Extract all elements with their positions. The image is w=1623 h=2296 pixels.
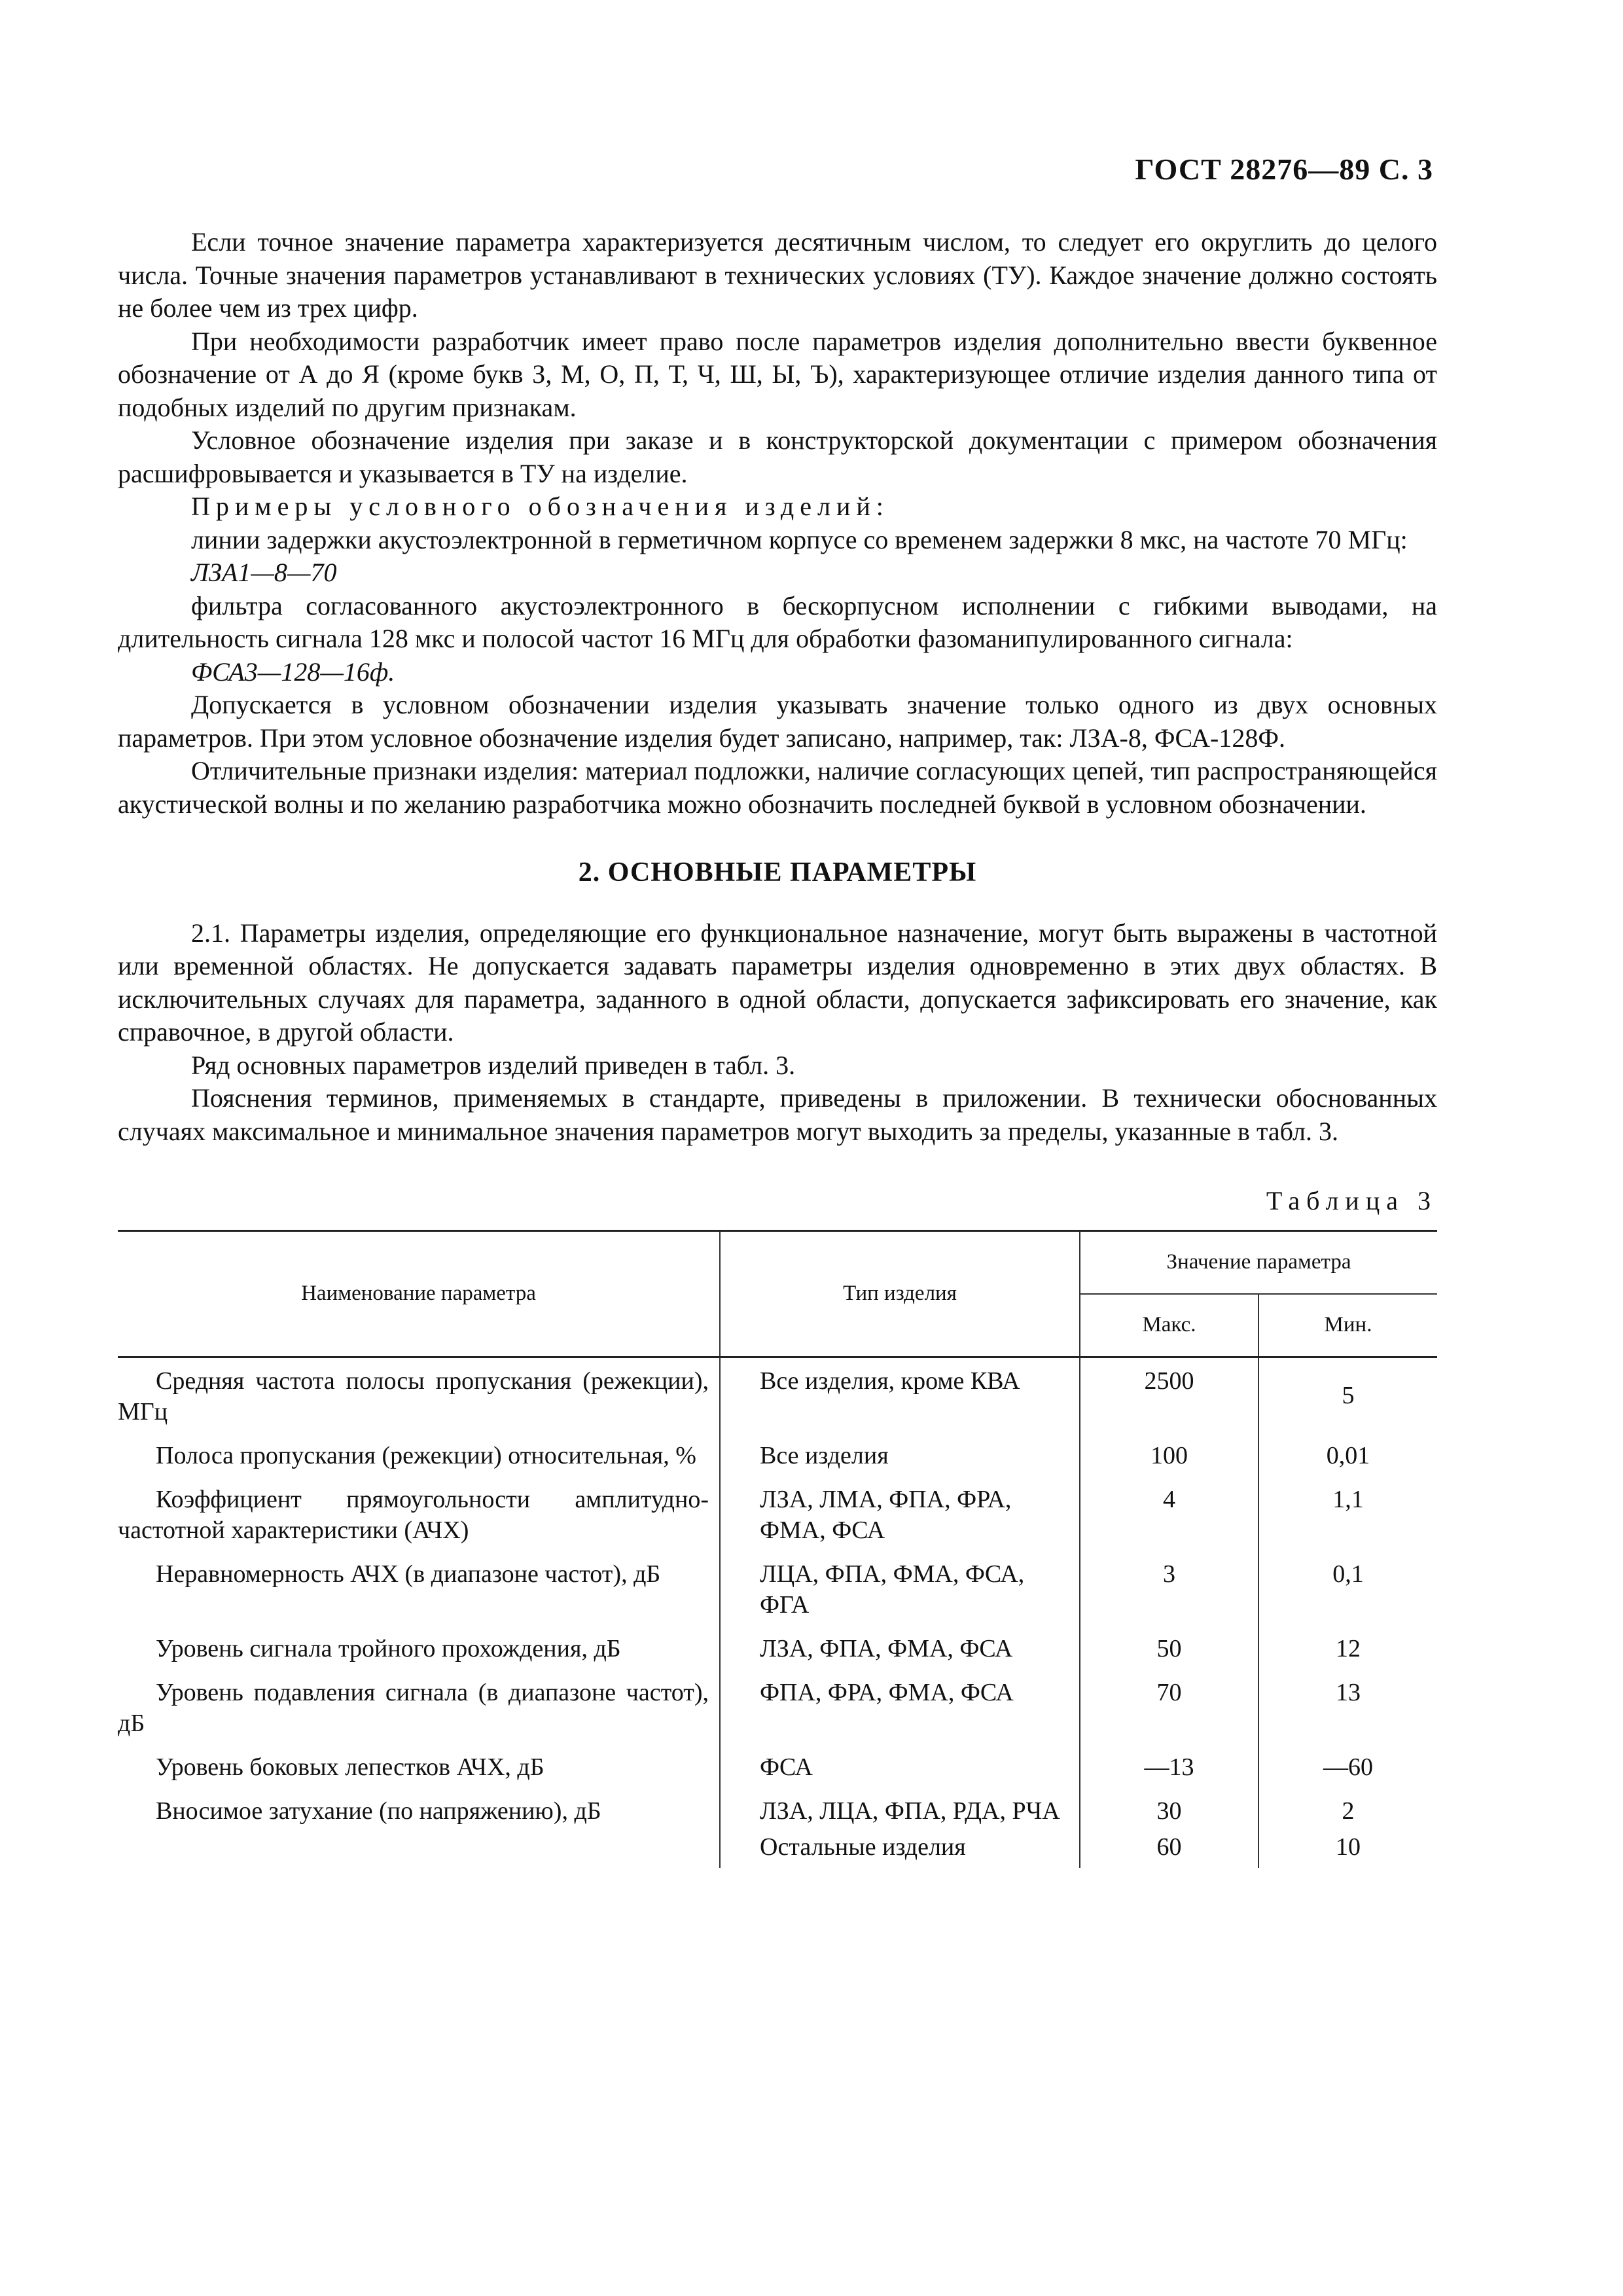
header-product-type: Тип изделия [720, 1230, 1080, 1357]
row-min: 13 [1336, 1678, 1361, 1706]
table-row [118, 1477, 1437, 1551]
designation-example-2: ФСА3—128—16ф. [191, 656, 395, 687]
paragraph: Ряд основных параметров изделий приведен в табл. 3. [191, 1050, 796, 1080]
row-min: 2 [1342, 1797, 1355, 1825]
row-max: 3 [1080, 1551, 1258, 1626]
row-product-type: ФПА, ФРА, ФМА, ФСА [720, 1670, 1080, 1744]
paragraph: Пояснения терминов, применяемых в стандарте, приведены в приложении. В технически обоснованных случаях максимальное и минимальное значения параметров могут выходить за пределы, указанные в табл. 3. [118, 1083, 1437, 1146]
row-max: —13 [1080, 1744, 1258, 1788]
row-product-type: ЛЦА, ФПА, ФМА, ФСА, ФГА [720, 1551, 1080, 1626]
parameters-table [118, 1230, 1437, 1868]
page-header: ГОСТ 28276—89 С. 3 [1135, 152, 1433, 186]
row-product-type: ФСА [720, 1744, 1080, 1788]
header-parameter-value: Значение параметра [1080, 1230, 1437, 1294]
row-min: 12 [1336, 1634, 1361, 1662]
table-row [118, 1433, 1437, 1477]
row-product-type: ЛЗА, ФПА, ФМА, ФСА [720, 1626, 1080, 1670]
table-row [118, 1357, 1437, 1433]
row-parameter-name: Вносимое затухание (по напряжению), дБ [156, 1797, 601, 1825]
table-row [118, 1788, 1437, 1832]
table-row [118, 1832, 1437, 1868]
row-parameter-name: Неравномерность АЧХ (в диапазоне частот), дБ [156, 1560, 661, 1588]
row-product-type: Все изделия, кроме КВА [720, 1357, 1080, 1433]
row-max: 70 [1080, 1670, 1258, 1744]
header-max: Макс. [1080, 1294, 1258, 1357]
row-product-type: ЛЗА, ЛЦА, ФПА, РДА, РЧА [720, 1788, 1080, 1832]
paragraph: Отличительные признаки изделия: материал подложки, наличие согласующих цепей, тип распространяющейся акустической волны и по желанию разработчика можно обозначить последней буквой в условном обозначении. [118, 756, 1437, 819]
row-parameter-name: Полоса пропускания (режекции) относительная, % [156, 1441, 696, 1469]
examples-heading: Примеры условного обозначения изделий: [191, 492, 889, 521]
header-min: Мин. [1324, 1313, 1372, 1337]
paragraph: Если точное значение параметра характеризуется десятичным числом, то следует его округлить до целого числа. Точные значения параметров устанавливают в технических условиях (ТУ). Каждое значение должно состоять не более чем из трех цифр. [118, 227, 1437, 323]
paragraph: 2.1. Параметры изделия, определяющие его функциональное назначение, могут быть выражены в частотной или временной областях. Не допускается задавать параметры изделия одновременно в этих двух областях. В исключительных случаях для параметра, заданного в одной области, допускается зафиксировать его значение, как справочное, в другой области. [118, 918, 1437, 1047]
row-parameter-name: Коэффициент прямоугольности амплитудно-частотной характеристики (АЧХ) [118, 1485, 709, 1544]
row-max: 4 [1080, 1477, 1258, 1551]
row-parameter-name: Уровень подавления сигнала (в диапазоне частот), дБ [118, 1678, 709, 1737]
paragraph: фильтра согласованного акустоэлектронного в бескорпусном исполнении с гибкими выводами, на длительность сигнала 128 мкс и полосой частот 16 МГц для обработки фазоманипулированного сигнала: [118, 590, 1437, 653]
paragraph: линии задержки акустоэлектронной в герметичном корпусе со временем задержки 8 мкс, на частоте 70 МГц: [191, 524, 1408, 554]
paragraph: При необходимости разработчик имеет право после параметров изделия дополнительно ввести буквенное обозначение от А до Я (кроме букв З, М, О, П, Т, Ч, Ш, Ы, Ъ), характеризующее отличие изделия данного типа от подобных изделий по другим признакам. [118, 326, 1437, 422]
row-max: 2500 [1080, 1357, 1258, 1433]
paragraph: Условное обозначение изделия при заказе и в конструкторской документации с примером обозначения расшифровывается и указывается в ТУ на изделие. [118, 425, 1437, 488]
table-row [118, 1626, 1437, 1670]
table-row [118, 1670, 1437, 1744]
row-min: 1,1 [1332, 1485, 1364, 1513]
row-parameter-name: Средняя частота полосы пропускания (режекции), МГц [118, 1367, 709, 1426]
row-max: 60 [1080, 1832, 1258, 1868]
document-body [118, 226, 1437, 1868]
row-min: 0,01 [1326, 1441, 1370, 1469]
row-parameter-name: Уровень боковых лепестков АЧХ, дБ [156, 1753, 544, 1781]
row-min: 10 [1336, 1833, 1361, 1861]
table-row [118, 1551, 1437, 1626]
row-min: 0,1 [1332, 1560, 1364, 1588]
section-title: 2. ОСНОВНЫЕ ПАРАМЕТРЫ [578, 857, 977, 888]
header-parameter-name: Наименование параметра [118, 1230, 720, 1357]
paragraph: Допускается в условном обозначении изделия указывать значение только одного из двух основных параметров. При этом условное обозначение изделия будет записано, например, так: ЛЗА-8, ФСА-128Ф. [118, 690, 1437, 753]
table-row [118, 1744, 1437, 1788]
row-min: 5 [1342, 1381, 1355, 1409]
row-max: 30 [1080, 1788, 1258, 1832]
row-min: —60 [1323, 1753, 1373, 1781]
row-max: 50 [1080, 1626, 1258, 1670]
row-product-type: ЛЗА, ЛМА, ФПА, ФРА, ФМА, ФСА [720, 1477, 1080, 1551]
row-parameter-name: Уровень сигнала тройного прохождения, дБ [156, 1634, 621, 1662]
designation-example-1: ЛЗА1—8—70 [191, 558, 337, 587]
row-product-type: Остальные изделия [720, 1832, 1080, 1868]
row-max: 100 [1080, 1433, 1258, 1477]
row-product-type: Все изделия [720, 1433, 1080, 1477]
table-caption: Таблица 3 [1266, 1186, 1437, 1215]
